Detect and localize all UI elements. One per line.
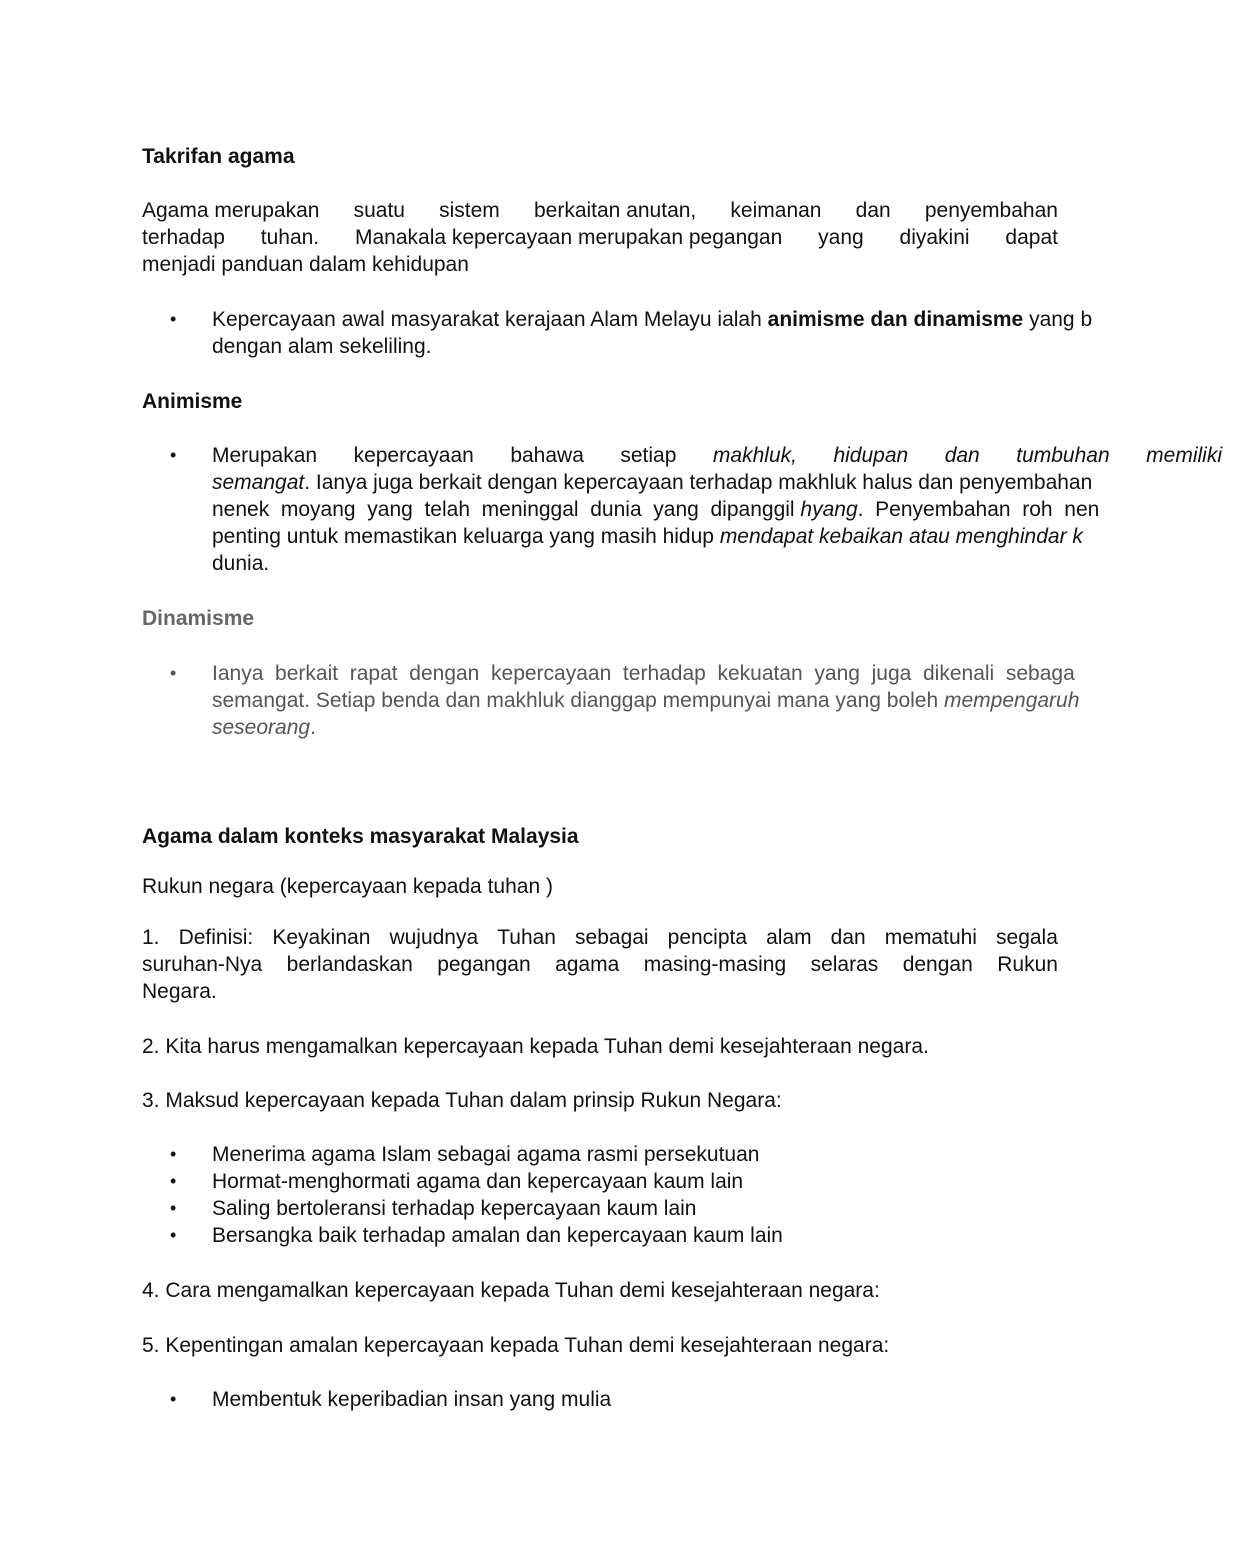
paragraph-line xyxy=(142,224,1058,251)
word: suruhan-Nya xyxy=(142,953,263,976)
word: Manakala kepercayaan merupakan pegangan xyxy=(354,226,783,249)
bullet-text: yang b xyxy=(1023,308,1093,331)
bullet-icon: • xyxy=(170,1389,177,1409)
word: Merupakan xyxy=(212,444,318,467)
word: agama xyxy=(555,953,620,976)
bullet-text: . Penyembahan roh nen xyxy=(857,498,1100,521)
word: bahawa xyxy=(510,444,584,467)
numbered-item-3: 3. Maksud kepercayaan kepada Tuhan dalam prinsip Rukun Negara: xyxy=(142,1089,782,1112)
word: dan xyxy=(830,926,866,949)
list-item-text: Hormat-menghormati agama dan kepercayaan kaum lain xyxy=(212,1170,744,1193)
italic-term: semangat xyxy=(212,471,305,494)
bullet-icon: • xyxy=(170,1198,177,1218)
word: yang xyxy=(818,226,864,249)
bullet-icon: • xyxy=(170,663,177,683)
paragraph-line: menjadi panduan dalam kehidupan xyxy=(142,253,469,276)
word: suatu xyxy=(353,199,405,222)
bullet-icon: • xyxy=(170,1171,177,1191)
word: pegangan xyxy=(437,953,531,976)
bullet-line xyxy=(212,442,1222,469)
list-item-text: Membentuk keperibadian insan yang mulia xyxy=(212,1388,612,1411)
numbered-item-4: 4. Cara mengamalkan kepercayaan kepada Tuhan demi kesejahteraan negara: xyxy=(142,1279,880,1302)
word: 1. xyxy=(142,926,160,949)
word: sebagai xyxy=(575,926,649,949)
word: tuhan. xyxy=(260,226,320,249)
paragraph-line: Negara. xyxy=(142,980,217,1003)
word: segala xyxy=(996,926,1058,949)
word: selaras xyxy=(810,953,879,976)
word: wujudnya xyxy=(389,926,479,949)
italic-word: tumbuhan xyxy=(1016,444,1110,467)
numbered-item-5: 5. Kepentingan amalan kepercayaan kepada Tuhan demi kesejahteraan negara: xyxy=(142,1334,890,1357)
word: Rukun xyxy=(997,953,1058,976)
word: Tuhan xyxy=(497,926,556,949)
italic-word: dan xyxy=(944,444,980,467)
italic-term: hyang xyxy=(800,498,858,521)
list-item-text: Bersangka baik terhadap amalan dan kepercayaan kaum lain xyxy=(212,1224,783,1247)
italic-word: memiliki xyxy=(1146,444,1222,467)
word: masing-masing xyxy=(643,953,787,976)
word: Definisi: xyxy=(178,926,254,949)
bullet-text: semangat. Setiap benda dan makhluk dianggap mempunyai mana yang boleh xyxy=(212,689,944,712)
word: pencipta xyxy=(667,926,748,949)
bullet-text: . Ianya juga berkait dengan kepercayaan terhadap makhluk halus dan penyembahan xyxy=(304,471,1093,494)
bullet-text: . xyxy=(310,716,316,739)
paragraph-line xyxy=(142,951,1058,978)
heading-animisme: Animisme xyxy=(142,390,243,413)
word: terhadap xyxy=(142,226,225,249)
bullet-text: dengan alam sekeliling. xyxy=(212,335,432,358)
word: Agama merupakan xyxy=(142,199,320,222)
italic-term: mendapat kebaikan atau menghindar k xyxy=(719,525,1083,548)
bullet-text: Ianya berkait rapat dengan kepercayaan terhadap kekuatan yang juga dikenali sebaga xyxy=(212,662,1075,685)
word: keimanan xyxy=(730,199,822,222)
italic-word: makhluk, xyxy=(712,444,797,467)
bullet-text: penting untuk memastikan keluarga yang masih hidup xyxy=(212,525,720,548)
word: dan xyxy=(855,199,891,222)
bullet-icon: • xyxy=(170,309,177,329)
bold-term: animisme dan dinamisme xyxy=(767,308,1024,331)
word: alam xyxy=(766,926,812,949)
word: mematuhi xyxy=(884,926,977,949)
paragraph-takrifan xyxy=(142,197,1058,278)
numbered-item-2: 2. Kita harus mengamalkan kepercayaan kepada Tuhan demi kesejahteraan negara. xyxy=(142,1035,929,1058)
italic-term: seseorang xyxy=(212,716,311,739)
bullet-text: Kepercayaan awal masyarakat kerajaan Alam Melayu ialah xyxy=(212,308,768,331)
italic-word: hidupan xyxy=(833,444,909,467)
word: berkaitan anutan, xyxy=(533,199,697,222)
word: kepercayaan xyxy=(353,444,474,467)
italic-term: mempengaruh xyxy=(944,689,1080,712)
word: dapat xyxy=(1005,226,1058,249)
heading-agama-malaysia: Agama dalam konteks masyarakat Malaysia xyxy=(142,825,579,848)
paragraph-line xyxy=(142,197,1058,224)
word: setiap xyxy=(620,444,677,467)
bullet-text: nenek moyang yang telah meninggal dunia yang dipanggil xyxy=(212,498,801,521)
bullet-icon: • xyxy=(170,1225,177,1245)
heading-dinamisme: Dinamisme xyxy=(142,607,255,630)
word: dengan xyxy=(902,953,973,976)
list-item-text: Saling bertoleransi terhadap kepercayaan kaum lain xyxy=(212,1197,697,1220)
word: penyembahan xyxy=(924,199,1058,222)
word: berlandaskan xyxy=(286,953,413,976)
word: Keyakinan xyxy=(272,926,371,949)
bullet-text: dunia. xyxy=(212,552,270,575)
word: diyakini xyxy=(899,226,970,249)
bullet-icon: • xyxy=(170,1144,177,1164)
heading-takrifan-agama: Takrifan agama xyxy=(142,145,295,168)
rukun-negara-line: Rukun negara (kepercayaan kepada tuhan ) xyxy=(142,875,553,898)
numbered-item-1 xyxy=(142,924,1058,1005)
word: sistem xyxy=(439,199,500,222)
bullet-icon: • xyxy=(170,445,177,465)
list-item-text: Menerima agama Islam sebagai agama rasmi persekutuan xyxy=(212,1143,760,1166)
paragraph-line xyxy=(142,924,1058,951)
